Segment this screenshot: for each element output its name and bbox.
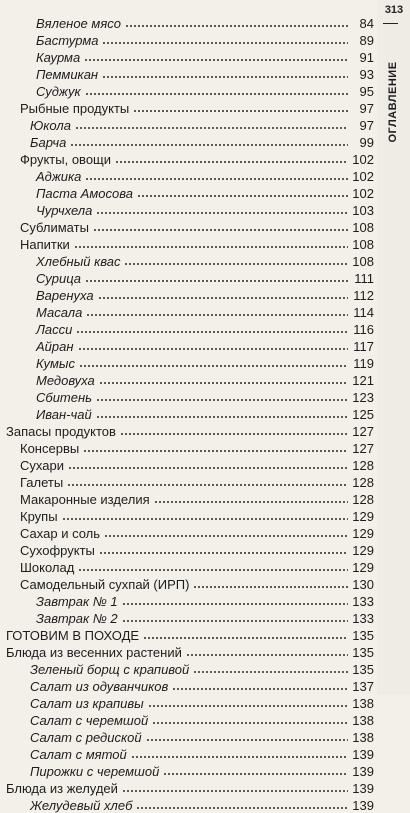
toc-entry-page: 133 (352, 594, 374, 609)
toc-entry (20, 575, 374, 592)
toc-entry (20, 473, 374, 490)
toc-entry (20, 235, 374, 252)
toc-entry-page: 138 (352, 730, 374, 745)
toc-entry-page: 119 (353, 356, 374, 371)
toc-entry-title: Бастурма (36, 33, 99, 48)
toc-entry (6, 422, 374, 439)
toc-entry (36, 252, 374, 269)
toc-entry-title: Галеты (20, 475, 64, 490)
dot-leader (120, 433, 348, 435)
toc-entry-title: Желудевый хлеб (30, 798, 133, 813)
dot-leader (146, 739, 348, 741)
toc-entry-page: 84 (359, 16, 374, 31)
toc-entry (36, 82, 374, 99)
toc-entry-title: Блюда из весенних растений (6, 645, 182, 660)
toc-entry (30, 728, 374, 745)
toc-entry-page: 116 (353, 322, 374, 337)
toc-entry-title: Барча (30, 135, 67, 150)
toc-entry-title: Пирожки с черемшой (30, 764, 160, 779)
toc-entry-title: Кумыс (36, 356, 75, 371)
toc-entry-page: 108 (352, 237, 374, 252)
toc-entry (36, 320, 374, 337)
toc-entry-page: 135 (352, 628, 374, 643)
toc-entry (36, 31, 374, 48)
dot-leader (136, 807, 348, 809)
toc-entry-title: Рыбные продукты (20, 101, 130, 116)
toc-entry-page: 133 (352, 611, 374, 626)
toc-entry-title: Сахар и соль (20, 526, 101, 541)
toc-entry-page: 102 (352, 152, 374, 167)
toc-entry-page: 128 (352, 492, 374, 507)
toc-entry-title: ГОТОВИМ В ПОХОДЕ (6, 628, 140, 643)
toc-entry (6, 626, 374, 643)
toc-entry-page: 95 (359, 84, 374, 99)
toc-entry (30, 762, 374, 779)
dot-leader (96, 416, 348, 418)
toc-entry-title: Завтрак № 1 (36, 594, 118, 609)
toc-entry (20, 439, 374, 456)
toc-entry (36, 337, 374, 354)
toc-entry-title: Айран (36, 339, 74, 354)
toc-entry (6, 643, 374, 660)
toc-entry-title: Суджук (36, 84, 81, 99)
toc-entry-page: 139 (352, 747, 374, 762)
toc-entry-page: 93 (359, 67, 374, 82)
toc-entry-page: 102 (352, 186, 374, 201)
toc-entry-title: Ласси (36, 322, 73, 337)
dot-leader (79, 365, 348, 367)
dot-leader (86, 314, 348, 316)
toc-entry-title: Варенуха (36, 288, 94, 303)
toc-entry-page: 139 (352, 781, 374, 796)
toc-entry-page: 130 (352, 577, 374, 592)
toc-entry-title: Каурма (36, 50, 81, 65)
toc-entry-title: Салат с редиской (30, 730, 142, 745)
toc-entry (20, 558, 374, 575)
dot-leader (75, 127, 348, 129)
toc-entry-title: Салат из крапивы (30, 696, 144, 711)
dot-leader (152, 722, 348, 724)
toc-entry-title: Юкола (30, 118, 71, 133)
toc-entry-page: 127 (352, 441, 374, 456)
dot-leader (74, 246, 348, 248)
toc-entry-title: Сухофрукты (20, 543, 95, 558)
toc-entry (30, 796, 374, 813)
toc-entry-page: 135 (352, 662, 374, 677)
toc-entry-title: Запасы продуктов (6, 424, 116, 439)
toc-entry-title: Паста Амосова (36, 186, 133, 201)
dot-leader (122, 603, 348, 605)
toc-entry (30, 116, 374, 133)
dot-leader (122, 620, 348, 622)
section-title: ОГЛАВЛЕНИЕ (387, 61, 399, 143)
toc-entry-page: 89 (359, 33, 374, 48)
toc-entry (30, 711, 374, 728)
dot-leader (154, 501, 348, 503)
dot-leader (172, 688, 348, 690)
toc-entry (36, 184, 374, 201)
dot-leader (96, 399, 348, 401)
dot-leader (193, 671, 348, 673)
toc-entry (36, 354, 374, 371)
toc-entry-title: Шоколад (20, 560, 75, 575)
toc-entry (36, 388, 374, 405)
dot-leader (67, 484, 348, 486)
toc-entry (6, 779, 374, 796)
page-number: 313 (384, 4, 404, 16)
dot-leader (137, 195, 348, 197)
dot-leader (186, 654, 348, 656)
dot-leader (133, 110, 348, 112)
toc-entry (36, 14, 374, 31)
toc-entry-title: Самодельный сухпай (ИРП) (20, 577, 190, 592)
toc-entry-title: Хлебный квас (36, 254, 121, 269)
dot-leader (124, 263, 348, 265)
toc-entry (20, 541, 374, 558)
toc-entry-page: 97 (359, 118, 374, 133)
dot-leader (193, 586, 348, 588)
toc-entry-page: 125 (352, 407, 374, 422)
toc-entry-page: 102 (352, 169, 374, 184)
toc-entry (20, 524, 374, 541)
toc-entry-page: 117 (353, 339, 374, 354)
toc-entry (30, 660, 374, 677)
toc-entry-title: Чурчхела (36, 203, 93, 218)
dot-leader (115, 161, 348, 163)
toc-entry (36, 269, 374, 286)
toc-entry-title: Сухари (20, 458, 64, 473)
toc-entry-page: 138 (352, 713, 374, 728)
toc-entry-title: Макаронные изделия (20, 492, 150, 507)
toc-entry-title: Консервы (20, 441, 80, 456)
toc-entry-page: 128 (352, 475, 374, 490)
toc-entry (30, 133, 374, 150)
toc-entry-page: 138 (352, 696, 374, 711)
toc-entry-page: 135 (352, 645, 374, 660)
dot-leader (85, 93, 348, 95)
toc-entry-title: Салат с черемшой (30, 713, 149, 728)
dot-leader (93, 229, 348, 231)
dot-leader (84, 59, 348, 61)
dot-leader (76, 331, 348, 333)
toc-entry-page: 114 (353, 305, 374, 320)
toc-entry (36, 48, 374, 65)
toc-entry-title: Крупы (20, 509, 58, 524)
toc-entry-page: 129 (352, 560, 374, 575)
toc-entry-title: Масала (36, 305, 83, 320)
toc-entry-title: Фрукты, овощи (20, 152, 111, 167)
dot-leader (102, 76, 348, 78)
toc-entry-page: 108 (352, 254, 374, 269)
dot-leader (143, 637, 348, 639)
toc-entry-title: Сбитень (36, 390, 92, 405)
dot-leader (68, 467, 348, 469)
dot-leader (122, 790, 348, 792)
toc-entry (20, 218, 374, 235)
toc-entry-title: Завтрак № 2 (36, 611, 118, 626)
toc-entry (36, 167, 374, 184)
dot-leader (85, 280, 348, 282)
dot-leader (125, 25, 348, 27)
toc-entry-title: Блюда из желудей (6, 781, 118, 796)
toc-entry (30, 694, 374, 711)
dot-leader (62, 518, 348, 520)
dot-leader (85, 178, 348, 180)
dot-leader (104, 535, 348, 537)
dot-leader (96, 212, 348, 214)
toc-entry-page: 97 (359, 101, 374, 116)
toc-entry-title: Зеленый борщ с крапивой (30, 662, 190, 677)
toc-entry-page: 127 (352, 424, 374, 439)
toc-entry-title: Вяленое мясо (36, 16, 121, 31)
toc-entry-page: 129 (352, 509, 374, 524)
toc-entry (20, 490, 374, 507)
toc-entry-page: 139 (352, 798, 374, 813)
dot-leader (102, 42, 348, 44)
toc-entry-page: 99 (359, 135, 374, 150)
toc-entry-title: Напитки (20, 237, 70, 252)
dot-leader (78, 348, 348, 350)
toc-entry (36, 405, 374, 422)
toc-entry-title: Аджика (36, 169, 82, 184)
dot-leader (99, 382, 348, 384)
side-title-wrap (380, 32, 406, 172)
toc-entry-page: 103 (352, 203, 374, 218)
toc-entry-page: 121 (352, 373, 374, 388)
toc-entry (36, 371, 374, 388)
toc-entry-title: Салат с мятой (30, 747, 127, 762)
toc-entry (20, 150, 374, 167)
toc-entry (36, 592, 374, 609)
toc-entry-page: 108 (352, 220, 374, 235)
dot-leader (83, 450, 348, 452)
toc-entry (36, 65, 374, 82)
toc-entry-title: Пеммикан (36, 67, 99, 82)
dot-leader (131, 756, 348, 758)
dot-leader (99, 552, 348, 554)
toc-entry-page: 91 (359, 50, 374, 65)
toc-entry-page: 137 (352, 679, 374, 694)
toc-entry-title: Медовуха (36, 373, 95, 388)
toc-entry (36, 286, 374, 303)
side-rule (383, 23, 398, 24)
toc-entry (36, 609, 374, 626)
toc-entry-title: Иван-чай (36, 407, 92, 422)
toc-entry-page: 129 (352, 526, 374, 541)
dot-leader (148, 705, 348, 707)
dot-leader (78, 569, 348, 571)
toc-entry (36, 303, 374, 320)
toc-entry (30, 677, 374, 694)
toc-entry-title: Сублиматы (20, 220, 89, 235)
toc-entry (20, 456, 374, 473)
toc-entry-page: 111 (354, 271, 374, 286)
toc-entry-page: 112 (353, 288, 374, 303)
toc-entry (20, 507, 374, 524)
toc-entry-page: 123 (352, 390, 374, 405)
toc-entry-page: 128 (352, 458, 374, 473)
dot-leader (70, 144, 348, 146)
toc-entry-title: Сурица (36, 271, 82, 286)
toc-entry-title: Салат из одуванчиков (30, 679, 169, 694)
toc-entry-page: 129 (352, 543, 374, 558)
toc-entry (20, 99, 374, 116)
toc-entry-page: 139 (352, 764, 374, 779)
dot-leader (98, 297, 348, 299)
toc-entry (36, 201, 374, 218)
dot-leader (163, 773, 348, 775)
toc-entry (30, 745, 374, 762)
